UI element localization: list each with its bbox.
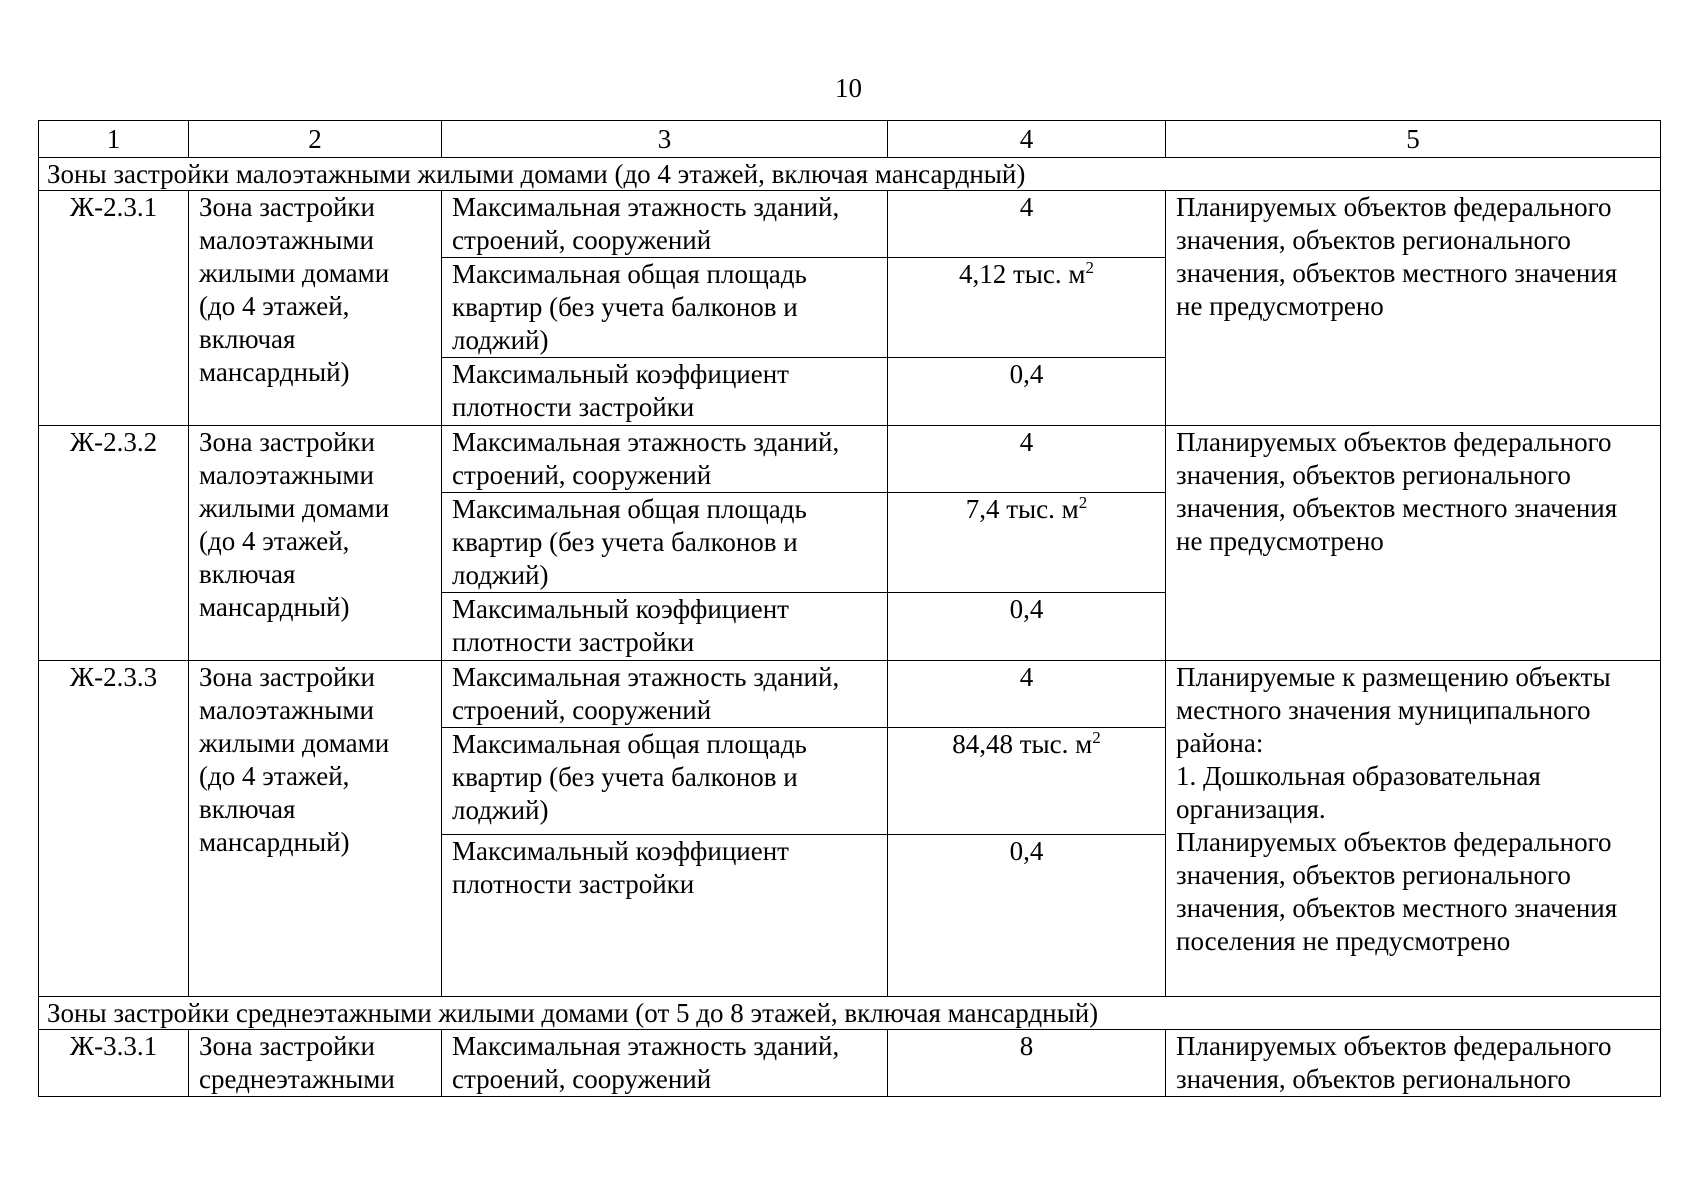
column-header: 1	[39, 121, 189, 158]
section-title: Зоны застройки среднеэтажными жилыми домами (от 5 до 8 этажей, включая мансардный)	[39, 997, 1661, 1030]
table-row	[39, 661, 1661, 728]
param-value: 4	[888, 426, 1166, 493]
param-label: Максимальная общая площадь квартир (без учета балконов и лоджий)	[442, 258, 888, 358]
area-unit: тыс. м	[1012, 259, 1086, 289]
table-row	[39, 191, 1661, 258]
param-label: Максимальная этажность зданий, строений, сооружений	[442, 426, 888, 493]
zone-notes	[1166, 661, 1661, 997]
table-row	[39, 1030, 1661, 1097]
section-title: Зоны застройки малоэтажными жилыми домами (до 4 этажей, включая мансардный)	[39, 158, 1661, 191]
column-header: 2	[189, 121, 442, 158]
zone-name: Зона застройки среднеэтажными	[189, 1030, 442, 1097]
zone-notes: Планируемых объектов федерального значения, объектов регионального значения, объектов местного значения не предусмотрено	[1166, 191, 1661, 426]
param-value: 4	[888, 661, 1166, 728]
zone-notes: Планируемых объектов федерального значения, объектов регионального	[1166, 1030, 1661, 1097]
column-header: 3	[442, 121, 888, 158]
unit-superscript: 2	[1092, 728, 1101, 747]
zone-name: Зона застройки малоэтажными жилыми домами (до 4 этажей, включая мансардный)	[189, 191, 442, 426]
zone-name: Зона застройки малоэтажными жилыми домами (до 4 этажей, включая мансардный)	[189, 426, 442, 661]
column-header: 5	[1166, 121, 1661, 158]
section-row	[39, 997, 1661, 1030]
param-label: Максимальный коэффициент плотности застройки	[442, 358, 888, 426]
area-number: 4,12	[958, 259, 1007, 289]
zone-code: Ж-2.3.1	[39, 191, 189, 426]
param-value	[888, 493, 1166, 593]
unit-superscript: 2	[1078, 493, 1088, 512]
area-number: 84,48	[952, 729, 1013, 759]
zone-name: Зона застройки малоэтажными жилыми домами (до 4 этажей, включая мансардный)	[189, 661, 442, 997]
area-unit: тыс. м	[1019, 729, 1093, 759]
param-value: 0,4	[888, 835, 1166, 997]
param-label: Максимальный коэффициент плотности застройки	[442, 593, 888, 661]
notes-intro: Планируемые к размещению объекты местного значения муниципального района:	[1176, 662, 1611, 758]
section-row	[39, 158, 1661, 191]
zone-notes: Планируемых объектов федерального значения, объектов регионального значения, объектов местного значения не предусмотрено	[1166, 426, 1661, 661]
param-label: Максимальная общая площадь квартир (без учета балконов и лоджий)	[442, 493, 888, 593]
page-number: 10	[835, 73, 862, 103]
param-value: 0,4	[888, 358, 1166, 426]
param-label: Максимальная этажность зданий, строений, сооружений	[442, 1030, 888, 1097]
param-value	[888, 258, 1166, 358]
param-value: 0,4	[888, 593, 1166, 661]
param-value: 4	[888, 191, 1166, 258]
area-number: 7,4	[965, 494, 1000, 524]
column-header: 4	[888, 121, 1166, 158]
param-label: Максимальная этажность зданий, строений, сооружений	[442, 661, 888, 728]
area-unit: тыс. м	[1006, 494, 1079, 524]
zone-code: Ж-3.3.1	[39, 1030, 189, 1097]
table-header-row	[39, 121, 1661, 158]
unit-superscript: 2	[1085, 258, 1094, 277]
param-label: Максимальная общая площадь квартир (без учета балконов и лоджий)	[442, 728, 888, 835]
param-value: 8	[888, 1030, 1166, 1097]
param-value	[888, 728, 1166, 835]
zones-table	[38, 120, 1661, 1097]
notes-tail: Планируемых объектов федерального значения, объектов регионального значения, объектов местного значения поселения не предусмотрено	[1176, 827, 1618, 956]
notes-item: 1. Дошкольная образовательная организация.	[1176, 761, 1541, 824]
param-label: Максимальный коэффициент плотности застройки	[442, 835, 888, 997]
param-label: Максимальная этажность зданий, строений, сооружений	[442, 191, 888, 258]
zone-code: Ж-2.3.3	[39, 661, 189, 997]
zone-code: Ж-2.3.2	[39, 426, 189, 661]
table-row	[39, 426, 1661, 493]
